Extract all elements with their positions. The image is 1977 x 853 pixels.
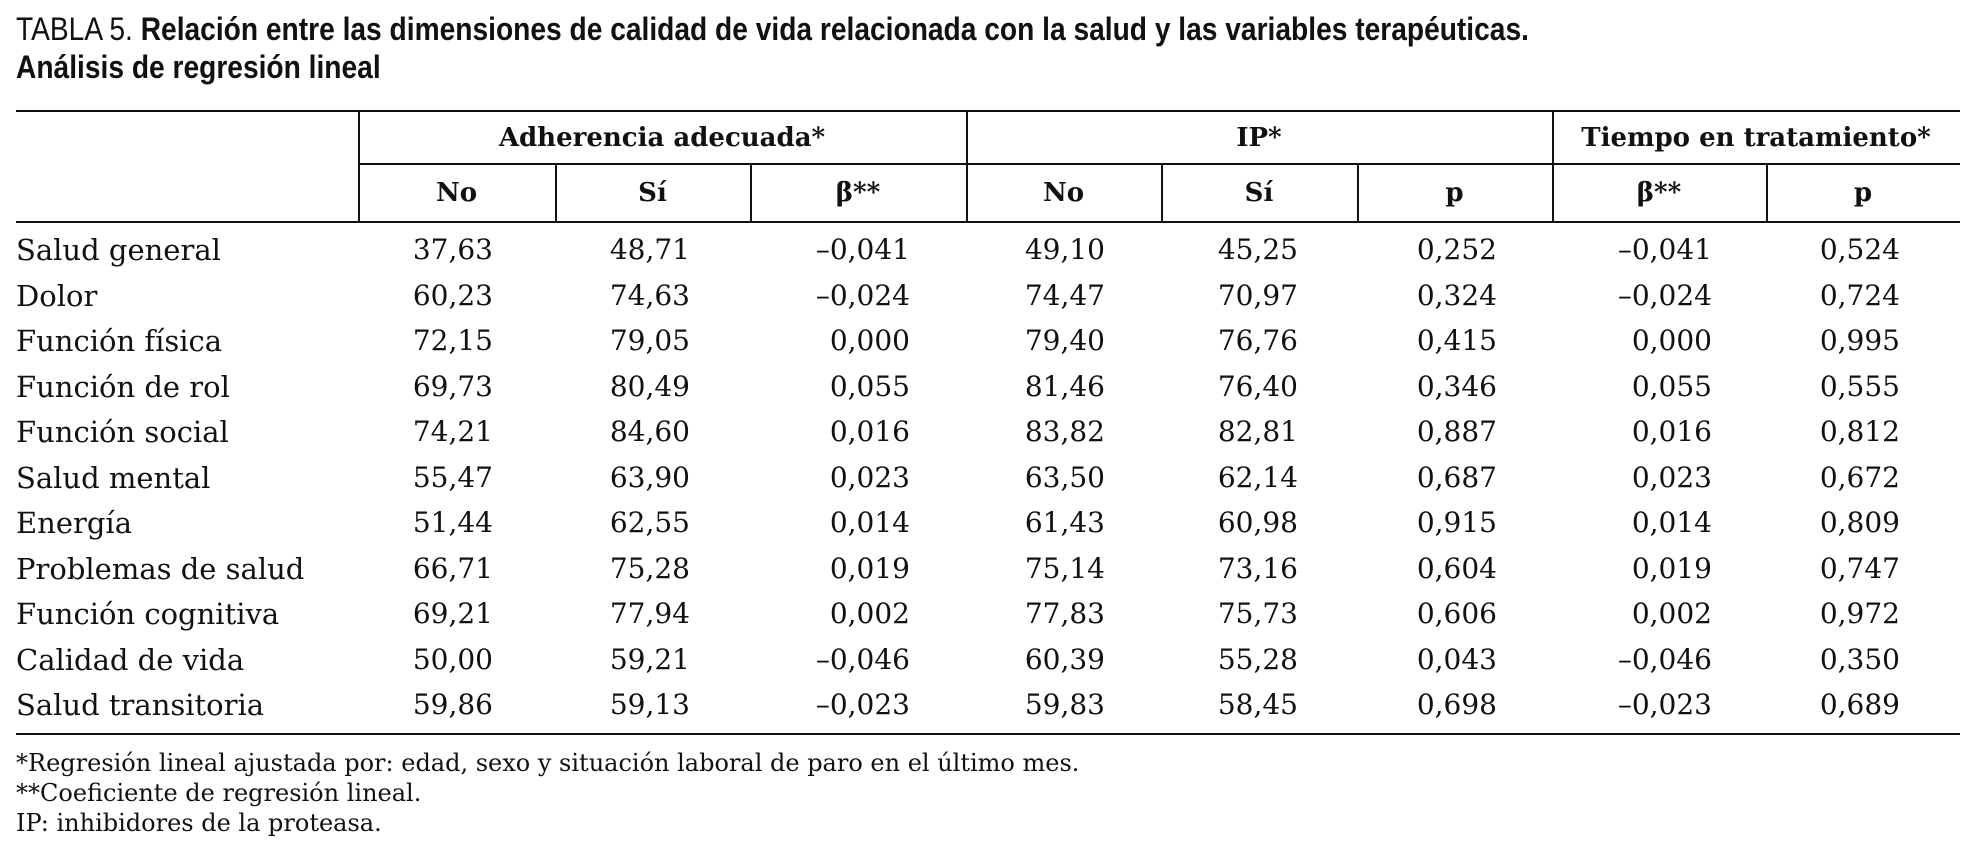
group-header: Adherencia adecuada* xyxy=(498,123,826,153)
table-cell: 62,14 xyxy=(1217,460,1298,494)
column-header: p xyxy=(1445,178,1464,208)
table-cell: 73,16 xyxy=(1217,551,1298,585)
row-label: Salud transitoria xyxy=(16,688,265,722)
table-cell: 0,724 xyxy=(1819,278,1900,312)
table-cell: 0,698 xyxy=(1416,688,1497,721)
table-bottom-rule xyxy=(16,733,1960,735)
table-cell: 0,000 xyxy=(829,324,910,357)
table-cell: 0,014 xyxy=(829,506,910,539)
table-cell: 55,47 xyxy=(412,460,493,494)
table-cell: 63,90 xyxy=(609,460,690,494)
group-header-rule xyxy=(358,163,1960,165)
table-cell: 0,350 xyxy=(1819,642,1900,676)
table-cell: 0,346 xyxy=(1416,369,1497,403)
table-cell: 0,672 xyxy=(1819,460,1900,494)
table-cell: 50,00 xyxy=(412,642,493,676)
table-cell: 37,63 xyxy=(412,233,493,266)
table-cell: 0,995 xyxy=(1819,324,1900,357)
table-cell: 69,73 xyxy=(412,369,493,403)
row-label: Dolor xyxy=(16,278,98,313)
row-label: Salud general xyxy=(16,233,221,267)
column-header: β** xyxy=(835,178,881,208)
table-cell: 0,887 xyxy=(1416,415,1497,448)
row-label: Función social xyxy=(16,415,229,449)
footnote: **Coeficiente de regresión lineal. xyxy=(16,779,422,807)
table-cell: 0,023 xyxy=(1631,460,1712,494)
row-label: Calidad de vida xyxy=(16,642,245,677)
group-header: Tiempo en tratamiento* xyxy=(1581,123,1931,153)
table-cell: 59,86 xyxy=(412,688,493,721)
table-cell: 79,40 xyxy=(1024,324,1105,357)
row-label: Problemas de salud xyxy=(16,551,305,586)
table-cell: 79,05 xyxy=(609,324,690,357)
table-cell: –0,023 xyxy=(1617,688,1712,721)
table-cell: 60,98 xyxy=(1217,506,1298,539)
group-header: IP* xyxy=(1236,123,1282,153)
table-cell: 58,45 xyxy=(1217,688,1298,721)
table-cell: 62,55 xyxy=(609,506,690,539)
table-cell: 0,002 xyxy=(1631,597,1712,630)
table-cell: 0,019 xyxy=(1631,551,1712,585)
column-header: p xyxy=(1853,178,1873,208)
table-cell: 76,40 xyxy=(1217,369,1298,403)
table-cell: 45,25 xyxy=(1217,233,1298,266)
table-cell: –0,046 xyxy=(815,642,910,676)
table-cell: 0,747 xyxy=(1819,551,1900,585)
table-cell: 0,043 xyxy=(1416,642,1497,676)
table-cell: 55,28 xyxy=(1217,642,1298,676)
table-cell: 0,524 xyxy=(1819,233,1900,266)
table-cell: 48,71 xyxy=(609,233,690,266)
table-cell: 0,812 xyxy=(1819,415,1900,448)
row-label: Salud mental xyxy=(16,460,211,495)
table-cell: 49,10 xyxy=(1024,233,1105,266)
table-cell: 59,83 xyxy=(1024,688,1105,721)
table-cell: 84,60 xyxy=(609,415,690,448)
table-cell: 0,915 xyxy=(1416,506,1497,539)
table-cell: 0,324 xyxy=(1416,278,1497,312)
column-header: No xyxy=(435,178,478,208)
table-cell: –0,041 xyxy=(815,233,910,266)
table-cell: 0,687 xyxy=(1416,460,1497,494)
table-cell: 82,81 xyxy=(1217,415,1298,448)
table-cell: –0,024 xyxy=(1617,278,1712,312)
table-cell: 72,15 xyxy=(412,324,493,357)
table-cell: 0,415 xyxy=(1416,324,1497,357)
table-cell: 60,39 xyxy=(1024,642,1105,676)
table-cell: 0,972 xyxy=(1819,597,1900,630)
table-cell: 0,000 xyxy=(1631,324,1712,357)
table-cell: 74,63 xyxy=(609,278,690,312)
table-cell: –0,023 xyxy=(815,688,910,721)
table-cell: –0,041 xyxy=(1617,233,1712,266)
table-cell: 66,71 xyxy=(412,551,493,585)
table-cell: 0,252 xyxy=(1416,233,1497,266)
table-cell: 77,83 xyxy=(1024,597,1105,630)
table-cell: 0,606 xyxy=(1416,597,1497,630)
table-cell: 80,49 xyxy=(609,369,690,403)
table-cell: 61,43 xyxy=(1024,506,1105,539)
table-cell: 51,44 xyxy=(412,506,493,539)
footnote: IP: inhibidores de la proteasa. xyxy=(16,809,382,837)
row-label: Función física xyxy=(16,324,223,358)
table-cell: 0,604 xyxy=(1416,551,1497,585)
row-label: Energía xyxy=(16,506,132,540)
table-cell: 76,76 xyxy=(1217,324,1298,357)
table-cell: 69,21 xyxy=(412,597,493,630)
table-cell: 0,055 xyxy=(1631,369,1712,403)
row-label: Función cognitiva xyxy=(16,597,280,631)
table-cell: 0,555 xyxy=(1819,369,1900,403)
row-label: Función de rol xyxy=(16,369,230,404)
table-cell: 0,689 xyxy=(1819,688,1900,721)
table-cell: 77,94 xyxy=(609,597,690,630)
table-cell: 59,21 xyxy=(609,642,690,676)
table-cell: 63,50 xyxy=(1024,460,1105,494)
table-top-rule xyxy=(16,110,1960,112)
table-cell: 0,016 xyxy=(1631,415,1712,448)
table-title: Relación entre las dimensiones de calidad de vida relacionada con la salud y las variables terapéuticas. xyxy=(140,11,1529,47)
table-cell: 0,809 xyxy=(1819,506,1900,539)
table-cell: 70,97 xyxy=(1217,278,1298,312)
header-bottom-rule xyxy=(16,221,1960,223)
table-cell: –0,024 xyxy=(815,278,910,312)
table-caption xyxy=(16,10,1723,86)
column-header: Sí xyxy=(638,178,667,208)
table-cell: 74,21 xyxy=(412,415,493,448)
table-cell: 75,28 xyxy=(609,551,690,585)
table-cell: 59,13 xyxy=(609,688,690,721)
table-cell: 60,23 xyxy=(412,278,493,312)
table-label: TABLA 5. xyxy=(16,11,133,47)
table-cell: 0,002 xyxy=(829,597,910,630)
column-header: Sí xyxy=(1244,178,1274,208)
table-cell: 74,47 xyxy=(1024,278,1105,312)
footnote: *Regresión lineal ajustada por: edad, sexo y situación laboral de paro en el último mes. xyxy=(16,749,1080,777)
table-cell: 83,82 xyxy=(1024,415,1105,448)
column-header: β** xyxy=(1636,178,1682,208)
table-cell: 0,014 xyxy=(1631,506,1712,539)
table-cell: –0,046 xyxy=(1617,642,1712,676)
table-cell: 75,14 xyxy=(1024,551,1105,585)
table-cell: 81,46 xyxy=(1024,369,1105,403)
table-cell: 75,73 xyxy=(1217,597,1298,630)
table-subtitle: Análisis de regresión lineal xyxy=(16,49,381,85)
table-cell: 0,019 xyxy=(829,551,910,585)
table-cell: 0,023 xyxy=(829,460,910,494)
column-header: No xyxy=(1042,178,1085,208)
table-cell: 0,055 xyxy=(829,369,910,403)
table-cell: 0,016 xyxy=(829,415,910,448)
